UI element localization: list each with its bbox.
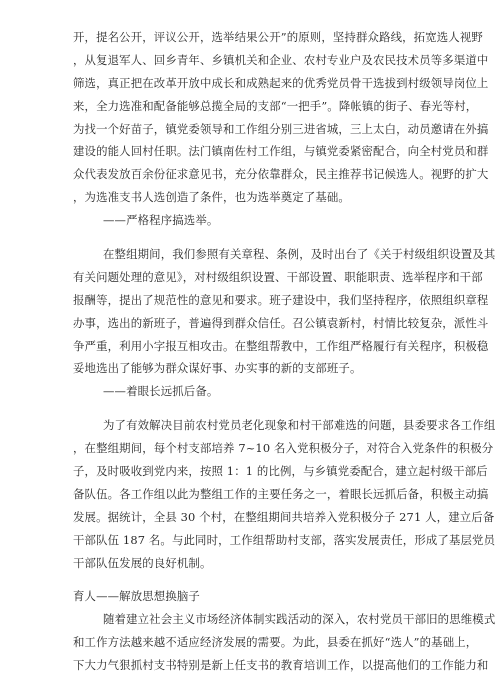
text-line: 来，全力选准和配备能够总揽全局的支部“一把手”。降帐镇的街子、春光等村， — [73, 98, 478, 113]
text-line: 有关问题处理的意见》，对村级组织设置、干部设置、职能职责、选举程序和干部 — [73, 269, 483, 284]
text-line: ，从复退军人、回乡青年、乡镇机关和企业、农村专业户及农民技术员等多渠道中 — [73, 52, 489, 67]
text-line: 在整组期间，我们参照有关章程、条例，及时出台了《关于村级组织设置及其 — [103, 247, 496, 262]
text-line: 建设的能人回村任职。法门镇南佐村工作组，与镇党委紧密配合，向全村党员和群 — [73, 144, 489, 159]
text-line: 妥地选出了能够为群众谋好事、办实事的新的支部班子。 — [73, 361, 362, 376]
text-line: 争严重，利用小字报互相攻击。在整组帮教中，工作组严格履行有关程序，积极稳 — [73, 338, 489, 353]
paragraph-candidate-selection — [73, 26, 489, 209]
section-heading-election-procedure: ——严格程序搞选举。 — [103, 213, 219, 228]
section-heading-reserve-cadres: ——着眼长远抓后备。 — [103, 384, 219, 399]
paragraph-election-procedure — [73, 243, 496, 380]
text-line: 干部队伍发展的良好机制。 — [73, 555, 212, 570]
text-line: ，在整组期间，每个村支部培养 7~10 名入党积极分子，对符合入党条件的积极分 — [73, 441, 494, 456]
text-line: 随着建立社会主义市场经济体制实践活动的深入，农村党员干部旧的思维模式 — [103, 612, 496, 627]
text-line: 发展。据统计，全县 30 个村，在整组期间共培养入党积极分子 271 人，建立后备 — [73, 509, 495, 524]
section-heading-education: 育人——解放思想换脑子 — [73, 589, 200, 604]
paragraph-education — [73, 608, 496, 677]
text-line: 众代表发放百余份征求意见书，充分依靠群众，民主推荐书记候选人。视野的扩大 — [73, 167, 489, 182]
text-line: 为找一个好苗子，镇党委领导和工作组分别三进省城，三上太白，动员邀请在外搞 — [73, 121, 489, 136]
paragraph-reserve-cadres — [73, 414, 496, 574]
text-line: 下大力气狠抓村支书特别是新上任支书的教育培训工作，以提高他们的工作能力和 — [73, 658, 489, 673]
text-line: 报酬等，提出了规范性的意见和要求。班子建设中，我们坚持程序，依照组织章程 — [73, 292, 489, 307]
text-line: 备队伍。各工作组以此为整组工作的主要任务之一，着眼长远抓后备，积极主动搞 — [73, 486, 489, 501]
text-line: 干部队伍 187 名。与此同时，工作组帮助村支部，落实发展责任，形成了基层党员 — [73, 532, 496, 547]
text-line: 办事，选出的新班子，普遍得到群众信任。召公镇袁新村，村情比较复杂，派性斗 — [73, 315, 489, 330]
document-page — [73, 26, 496, 677]
text-line: 开，提名公开，评议公开，选举结果公开”的原则，坚持群众路线，拓宽选人视野 — [73, 30, 483, 44]
text-line: ，为选准支书人选创造了条件，也为选举奠定了基础。 — [73, 190, 350, 205]
text-line: 子，及时吸收到党内来，按照 1：1 的比例，与乡镇党委配合，建立起村级干部后 — [73, 464, 488, 479]
text-line: 筛选，真正把在改革开放中成长和成熟起来的优秀党员骨干选拔到村级领导岗位上 — [73, 75, 489, 90]
text-line: 为了有效解决目前农村党员老化现象和村干部难选的问题，县委要求各工作组 — [103, 418, 496, 433]
text-line: 和工作方法越来越不适应经济发展的需要。为此，县委在抓好“选人”的基础上， — [73, 635, 478, 650]
